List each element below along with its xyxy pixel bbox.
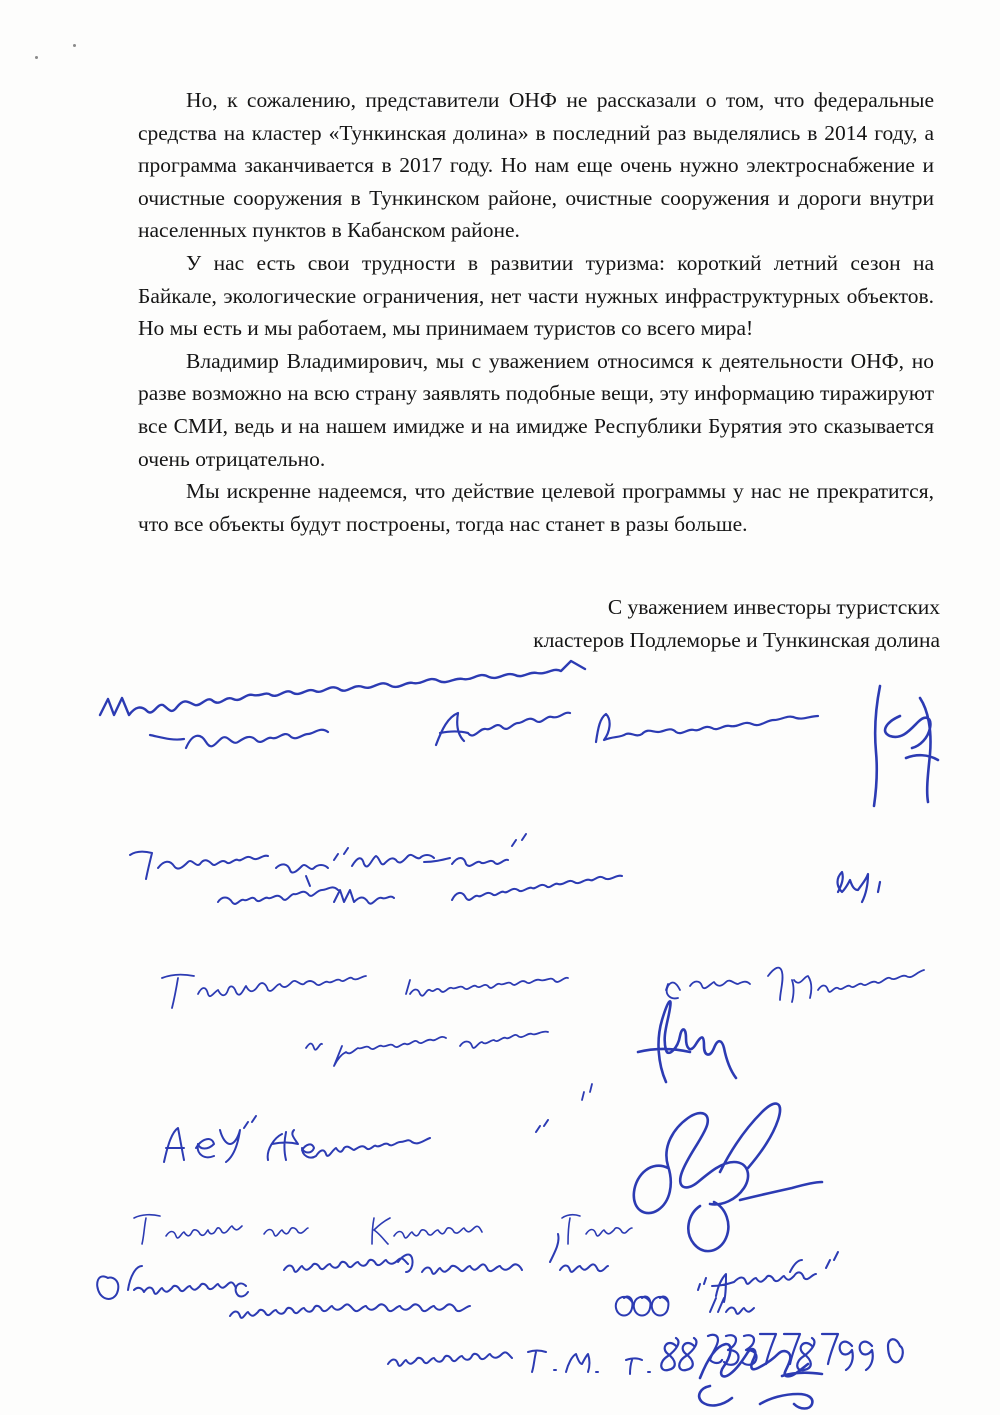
paragraph-difficulties: У нас есть свои трудности в развитии туризма: короткий летний сезон на Байкале, экологические ограничения, нет части нужных инфраструктурных объектов. Но мы есть и мы работаем, мы принимаем туристов со всего мира! xyxy=(138,250,934,341)
handwritten-entry-llc xyxy=(97,1234,838,1318)
handwritten-entry-tourist-complex xyxy=(162,968,924,1082)
closing-line-1: С уважением инвесторы туристских xyxy=(607,595,940,619)
closing-line-2: кластеров Подлеморье и Тункинская долина xyxy=(533,627,940,652)
handwritten-entry-pearl xyxy=(164,1084,592,1162)
paragraph-hope: Мы искренне надеемся, что действие целевой программы у нас не прекратится, что все объекты будут построены, тогда нас станет в разы больше. xyxy=(138,479,934,536)
paragraph-appeal: Владимир Владимирович, мы с уважением относимся к деятельности ОНФ, но разве возможно на всю страну заявлять подобные вещи, эту информацию тиражируют все СМИ, ведь и на нашем имидже и на имидже Республики Бурятия это сказывается очень отрицательно. xyxy=(138,348,934,471)
handwritten-entry-contact xyxy=(388,1334,903,1374)
handwritten-entry-guesthouse-mungen xyxy=(130,834,880,904)
handwritten-entry-royal-harbor xyxy=(134,1104,822,1252)
handwritten-entry-entrepreneur xyxy=(100,661,938,806)
paragraph-funding: Но, к сожалению, представители ОНФ не рассказали о том, что федеральные средства на кластер «Тункинская долина» в последний раз выделялись в 2014 году, а программа заканчивается в 2017 году. Но нам еще очень нужно электроснабжение и очистные сооружения в Тункинском районе, очистные сооружения и дороги внутри населенных пунктов в Кабанском районе. xyxy=(138,88,934,243)
